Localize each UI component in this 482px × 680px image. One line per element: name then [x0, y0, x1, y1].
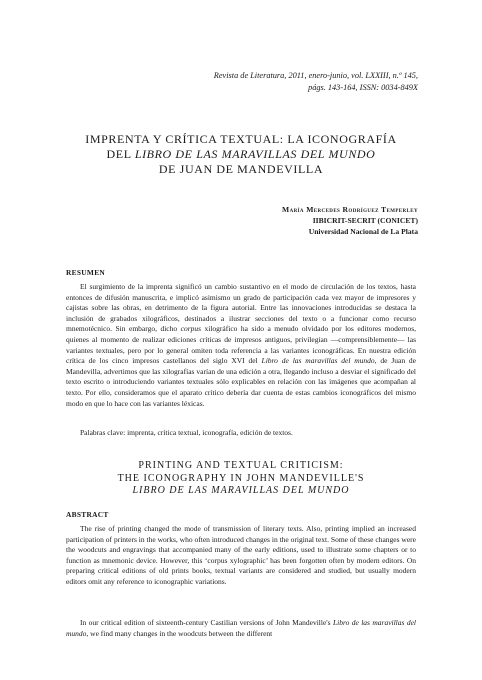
journal-line-2: págs. 143-164, ISSN: 0034-849X: [308, 83, 418, 92]
title-es-line-3: DE JUAN DE MANDEVILLA: [158, 162, 324, 176]
keywords-text: imprenta, crítica textual, iconografía, edición de textos.: [125, 428, 293, 437]
author-name: María Mercedes Rodríguez Temperley: [282, 205, 418, 214]
abstract-para2-a: In our critical edition of sixteenth-century Castilian versions of John Mandeville's: [80, 618, 333, 627]
title-es-line-2-prefix: DEL: [106, 147, 135, 161]
abstract-paragraph-1: The rise of printing changed the mode of transmission of literary texts. Also, printing implied an increased participation of printers in the works, who often introduced changes in the original text. Some of these changes were the woodcuts and engravings that accompanied many of the early editions, used to illustrate some chapters or to function as mnemonic device. However, this ‘corpus xylographic’ has been forgotten often by modern editors. On preparing critical editions of old prints books, textual variants are considered and studied, but usually modern editors omit any reference to iconographic variations.: [66, 524, 416, 586]
article-title-spanish: [60, 132, 422, 177]
abstract-paragraph-2: [66, 618, 416, 639]
resumen-heading: RESUMEN: [66, 268, 106, 277]
article-title-english: [60, 460, 422, 498]
abstract-heading: ABSTRACT: [66, 510, 109, 519]
author-block: [118, 204, 418, 237]
resumen-text-b: corpus: [180, 324, 202, 334]
abstract-para2-c: , we find many changes in the woodcuts between the different: [86, 628, 273, 638]
resumen-text-a: El surgimiento de la imprenta significó un cambio sustantivo en el modo de circulación de los textos, hasta entonces de difusión manuscrita, e implicó asimismo un grado de participación cada vez mayor de impresores y cajistas sobre las obras, en detrimento de la figura autorial. Entre las innovaciones introducidas se destaca la inclusión de grabados xilográficos, destinados a ilustrar secciones del texto o a funcionar como recurso mnemotécnico. Sin embargo, dicho: [66, 282, 416, 334]
title-es-line-2: [60, 147, 422, 162]
resumen-text-c: xilográfico ha sido a menudo olvidado por los editores modernos, quienes al momento de realizar ediciones críticas de impresos antiguos, privilegian —comprensiblemente— las variantes textuales, pero por lo general omiten toda referencia a las variantes iconográficas. En nuestra edición crítica de los cinco impresos castellanos del siglo XVI del: [66, 324, 417, 366]
keywords-line: [66, 428, 416, 439]
resumen-text-e: , de Juan de Mandevilla, advertimos que las xilografías varían de una edición a otra, llegando incluso a desviar el significado del texto escrito o introduciendo variantes textuales sólo explicables en relación con las imágenes que acompañan al texto. Por ello, consideramos que el aparato crítico debería dar cuenta de estas cambios iconográficos del mismo modo en que lo hace con las variantes léxicas.: [66, 356, 416, 408]
title-en-line-2: THE ICONOGRAPHY IN JOHN MANDEVILLE'S: [117, 472, 365, 484]
journal-citation: [118, 70, 418, 94]
author-affiliation-2: Universidad Nacional de La Plata: [308, 227, 418, 236]
title-es-line-2-italic: LIBRO DE LAS MARAVILLAS DEL MUNDO: [134, 147, 376, 161]
keywords-label: Palabras clave:: [80, 428, 126, 437]
resumen-text-d: Libro de las maravillas del mundo: [261, 356, 375, 366]
title-es-line-1: IMPRENTA Y CRÍTICA TEXTUAL: LA ICONOGRAFÍA: [85, 132, 397, 146]
resumen-paragraph: [66, 282, 416, 409]
title-en-line-1: PRINTING AND TEXTUAL CRITICISM:: [138, 460, 344, 471]
journal-line-1: Revista de Literatura, 2011, enero-junio, vol. LXXIII, n.º 145,: [213, 71, 418, 80]
title-en-line-3: LIBRO DE LAS MARAVILLAS DEL MUNDO: [132, 485, 350, 496]
abstract-para2-b: Libro de las maravillas del mundo: [66, 618, 416, 638]
author-affiliation-1: IIBICRIT-SECRIT (CONICET): [312, 216, 418, 225]
